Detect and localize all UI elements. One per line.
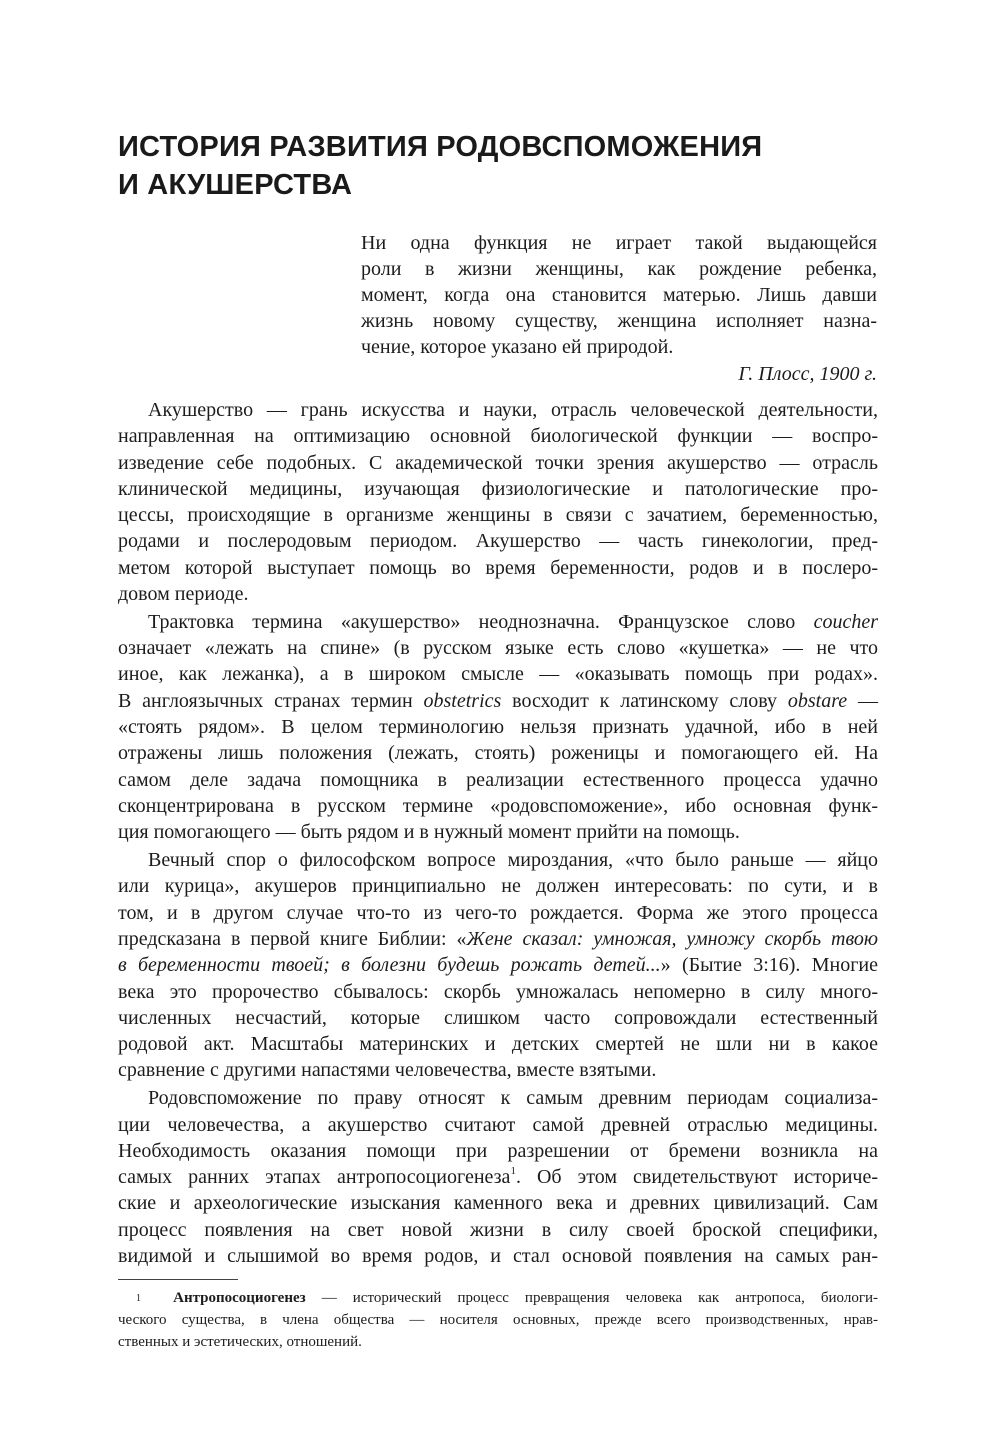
text-run: . Об этом свидетельствуют историче- — [515, 1166, 878, 1189]
text-line: ские и археологические изыскания каменного века и древних цивилизаций. Сам — [118, 1192, 878, 1215]
footnote-term: Антропосоциогенез — [173, 1290, 306, 1306]
paragraph-1 — [118, 397, 878, 607]
paragraph-4 — [118, 1085, 878, 1269]
text-run: — — [847, 689, 878, 712]
footnote-line: ческого существа, в члена общества — носителя основных, прежде всего производственных, нрав- — [118, 1312, 878, 1328]
footnote-marker[interactable]: 1 — [510, 1165, 516, 1178]
text-line: иное, как лежанка), а в широком смысле — «оказывать помощь при родах». — [118, 663, 878, 686]
epigraph-line: Ни одна функция не играет такой выдающейся — [361, 232, 877, 254]
text-line: «стоять рядом». В целом терминологию нельзя признать удачной, ибо в ней — [118, 716, 878, 739]
text-line: клинической медицины, изучающая физиологические и патологические про- — [118, 477, 878, 500]
text-line: означает «лежать на спине» (в русском языке есть слово «кушетка» — не что — [118, 637, 878, 660]
text-line: изведение себе подобных. С академической точки зрения акушерство — отрасль — [118, 451, 878, 474]
text-line — [118, 688, 878, 714]
epigraph-line: роли в жизни женщины, как рождение ребенка, — [361, 258, 877, 280]
italic-quote: Жене сказал: умножая, умножу скорбь твою — [466, 927, 878, 950]
text-line — [118, 952, 878, 978]
text-line — [118, 926, 878, 952]
text-line: метом которой выступает помощь во время беременности, родов и в послеро- — [118, 556, 878, 579]
text-line: отражены лишь положения (лежать, стоять) роженицы и помогающего ей. На — [118, 742, 878, 765]
text-run: самых ранних этапах антропосоциогенеза — [118, 1166, 511, 1189]
text-run: предсказана в первой книге Библии: « — [118, 927, 467, 950]
text-line: Необходимость оказания помощи при разрешении от бремени возникла на — [118, 1139, 878, 1162]
footnote — [118, 1287, 878, 1353]
text-line — [118, 1164, 878, 1190]
epigraph-line: чение, которое указано ей природой. — [361, 336, 674, 358]
text-line: Акушерство — грань искусства и науки, отрасль человеческой деятельности, — [148, 399, 878, 421]
text-line: численных несчастий, которые слишком часто сопровождали естественный — [118, 1006, 878, 1029]
text-line: самом деле задача помощника в реализации естественного процесса удачно — [118, 768, 878, 791]
italic-term: obstetrics — [423, 689, 502, 712]
text-run: В англоязычных странах термин — [118, 689, 424, 712]
text-line: ции человечества, а акушерство считают самой древней отраслью медицины. — [118, 1113, 878, 1136]
text-line: довом периоде. — [118, 583, 249, 606]
text-line: ция помогающего — быть рядом и в нужный момент прийти на помощь. — [118, 821, 740, 844]
paragraph-2 — [118, 609, 878, 846]
text-line: родами и послеродовым периодом. Акушерство — часть гинекологии, пред- — [118, 530, 878, 553]
text-line: родовой акт. Масштабы материнских и детских смертей не шли ни в какое — [118, 1033, 878, 1056]
text-line: Родовспоможение по праву относят к самым древним периодам социализа- — [148, 1087, 878, 1110]
text-line: видимой и слышимой во время родов, и стал основой появления на самых ран- — [118, 1245, 878, 1267]
text-run: Трактовка термина «акушерство» неоднозначна. Французское слово — [148, 610, 814, 633]
epigraph-line: момент, когда она становится матерью. Лишь давши — [361, 284, 877, 306]
footnote-number: 1 — [136, 1293, 141, 1304]
text-line: том, и в другом случае что-то из чего-то рождается. Форма же этого процесса — [118, 901, 878, 924]
italic-quote: в беременности твоей; в болезни будешь рожать детей... — [118, 954, 661, 977]
title-line: ИСТОРИЯ РАЗВИТИЯ РОДОВСПОМОЖЕНИЯ — [118, 131, 763, 163]
italic-term: obstare — [787, 689, 848, 712]
text-run: » (Бытие 3:16). Многие — [660, 954, 879, 977]
paragraph-3 — [118, 847, 878, 1084]
text-line: или курица», акушеров принципиально не должен интересовать: по сути, и в — [118, 875, 878, 898]
text-run: — исторический процесс превращения человека как антропоса, биологи- — [305, 1290, 878, 1306]
italic-term: coucher — [813, 610, 878, 633]
text-line: сконцентрирована в русском термине «родовспоможение», ибо основная функ- — [118, 794, 878, 817]
text-line: направленная на оптимизацию основной биологической функции — воспро- — [118, 425, 878, 448]
title-line: И АКУШЕРСТВА — [118, 169, 353, 201]
text-line: Вечный спор о философском вопросе мироздания, «что было раньше — яйцо — [148, 849, 878, 872]
text-line: века это пророчество сбывалось: скорбь умножалась непомерно в силу много- — [118, 980, 878, 1003]
footnote-divider — [118, 1279, 238, 1280]
epigraph-author: Г. Плосс, 1900 г. — [738, 363, 877, 385]
body-text — [118, 397, 878, 1271]
epigraph — [361, 230, 877, 387]
footnote-line: ственных и эстетических, отношений. — [118, 1334, 362, 1350]
footnote-line — [118, 1287, 878, 1309]
text-line: процесс появления на свет новой жизни в силу своей броской специфики, — [118, 1218, 878, 1241]
text-line: цессы, происходящие в организме женщины в связи с зачатием, беременностью, — [118, 504, 878, 527]
text-line: сравнение с другими напастями человечества, вместе взятыми. — [118, 1059, 657, 1082]
page-title — [118, 128, 878, 204]
text-line — [118, 609, 878, 635]
text-run: восходит к латинскому слову — [501, 689, 788, 712]
epigraph-line: жизнь новому существу, женщина исполняет назна- — [361, 310, 877, 332]
